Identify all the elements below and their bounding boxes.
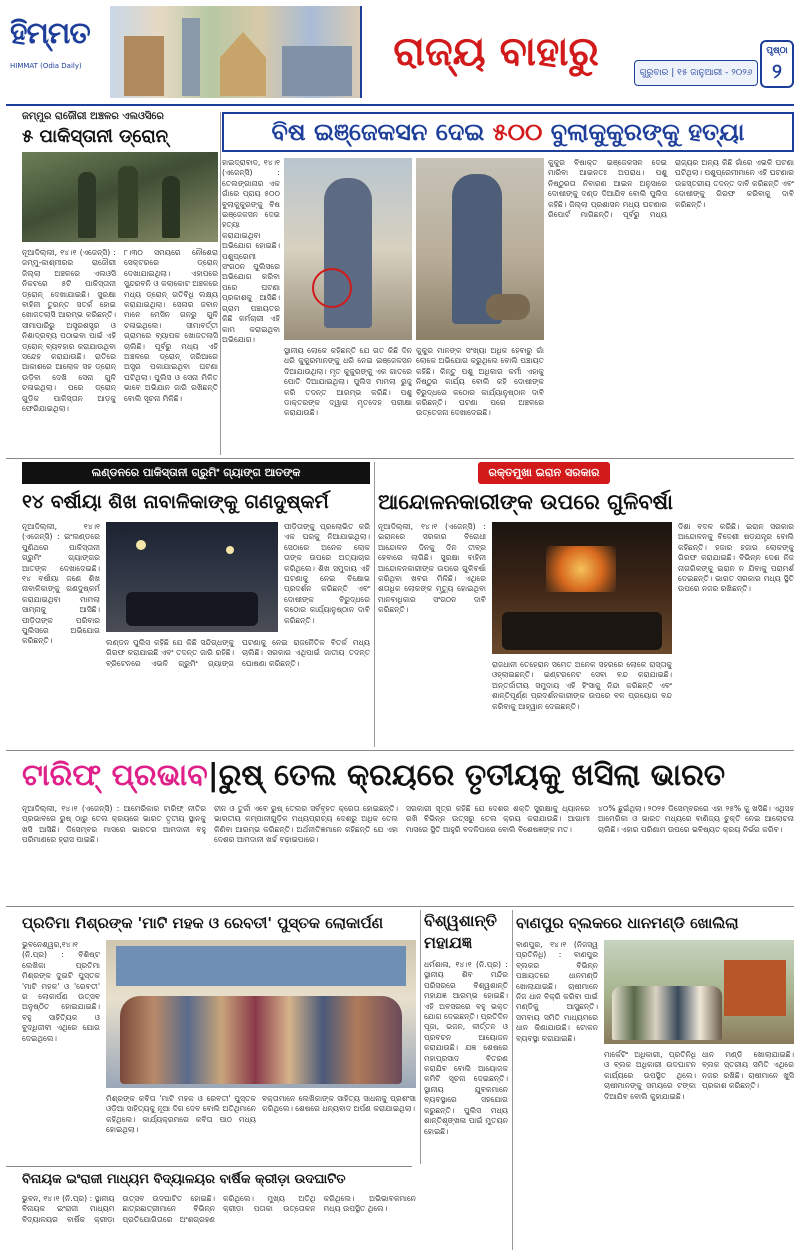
story5-headline: ରୁଷ୍ ତେଲ କ୍ରୟରେ ତୃତୀୟକୁ ଖସିଲା ଭାରତ [218, 758, 726, 793]
story3-body-b: ପୀଡ଼ିତାଙ୍କୁ ପ୍ରଲୋଭିତ କରି ଏକ ଘରକୁ ନିଆଯାଇଥିଲା। ସେଠାରେ ଅନେକ ଲୋକ ତାଙ୍କ ଉପରେ ଅତ୍ୟାଚାର କରିଥିଲେ। ଶିଖ ସମୁଦାୟ ଏହି ଘଟଣାକୁ ନେଇ ବିକ୍ଷୋଭ ପ୍ରଦର୍ଶନ କରିଛନ୍ତି ଏବଂ ଦୋଷୀଙ୍କ ବିରୁଦ୍ଧରେ କଠୋର କାର୍ଯ୍ୟାନୁଷ୍ଠାନ ଦାବି କରିଛନ୍ତି। [284, 522, 370, 625]
story3-kicker-bar [22, 462, 370, 484]
story5-body-c: ସରକାରୀ ସୂତ୍ର କହିଛି ଯେ ଦେଶର ଶକ୍ତି ସୁରକ୍ଷାକୁ ଧ୍ୟାନରେ ରଖି ବିଭିନ୍ନ ଉତ୍ସରୁ ତେଲ କ୍ରୟ କରାଯାଉଛି। ଆଗାମୀ ମାସରେ ସ୍ଥିତି ଆହୁରି ବଦଳିପାରେ ବୋଲି ବିଶେଷଜ୍ଞଙ୍କ ମତ। [406, 804, 590, 834]
story8 [516, 910, 794, 1250]
story4-photo-protest [492, 522, 672, 654]
highlight-circle-icon [312, 268, 352, 308]
section-title-box [360, 6, 630, 98]
street-light-icon [226, 546, 234, 554]
soldier-figure-icon [162, 176, 180, 238]
story2-body-a: ହାଇଦ୍ରାବାଦ, ୧୪।୧ (ଏଜେନ୍ସି) : ତେଲଙ୍ଗାନାର ଏକ ଗାଁରେ ପ୍ରାୟ ୫୦୦ ବୁଲାକୁକୁରଙ୍କୁ ବିଷ ଇଞ୍ଜେକସନ ଦେଇ ହତ୍ୟା କରାଯାଇଥିବା ଅଭିଯୋଗ ହୋଇଛି। ପଶୁପ୍ରେମୀ ସଂଗଠନ ପୁଲିସରେ ଅଭିଯୋଗ କରିବା ପରେ ଘଟଣା ପ୍ରକାଶକୁ ଆସିଛି। ଗ୍ରାମ ପଞ୍ଚାୟତର କିଛି କର୍ମଚାରୀ ଏହି କାମ କରାଇଥିବା ଅଭିଯୋଗ। [222, 158, 280, 344]
story6-body-c: ବକ୍ତାମାନେ ଲେଖିକାଙ୍କ ସାହିତ୍ୟ ସାଧନାକୁ ପ୍ରଶଂସା କରିଥିଲେ। ଶେଷରେ ଧନ୍ୟବାଦ ଅର୍ପଣ କରାଯାଇଥିଲା। [262, 1094, 416, 1114]
story4-kicker: ରକ୍ତମୁଖା ଇରାନ ସରକାର [488, 466, 600, 479]
crowd-icon [502, 612, 662, 650]
story3-headline: ୧୪ ବର୍ଷୀୟା ଶିଖ ନାବାଳିକାଙ୍କୁ ଗଣଦୁଷ୍କର୍ମ [22, 491, 329, 513]
story4-kicker-badge [478, 462, 610, 484]
column-divider [374, 462, 375, 747]
story5-separator: | [207, 758, 219, 793]
story8-body-a: ବାଣପୁର, ୧୪।୧ (ନିଜସ୍ୱ ପ୍ରତିନିଧି) : ବାଣପୁର ବ୍ଲକର ବିଭିନ୍ନ ପଞ୍ଚାୟତରେ ଧାନମଣ୍ଡି ଖୋଲାଯାଇଛି। ଚାଷୀମାନେ ନିଜ ଧାନ ବିକ୍ରି କରିବା ପାଇଁ ମଣ୍ଡିକୁ ଆସୁଛନ୍ତି। ସମବାୟ ସମିତି ମାଧ୍ୟମରେ ଧାନ କିଣାଯାଉଛି। ଟୋକନ ବ୍ୟବସ୍ଥା କରାଯାଇଛି। [516, 940, 598, 1043]
issue-date: ଗୁରୁବାର | ୧୫ ଜାନୁଆରୀ - ୨୦୨୬ [639, 68, 753, 78]
story8-body-b: ମାର୍କେଟିଂ ଅଧିକାରୀ, ପ୍ରତିନିଧି ଓ ବ୍ଲକ ଅଧିକାରୀ ଉଦଘାଟନ କାର୍ଯ୍ୟରେ ଉପସ୍ଥିତ ଥିଲେ। ଚାଷୀମାନଙ୍କୁ ସମୟରେ ଟଙ୍କା ଦିଆଯିବ ବୋଲି କୁହାଯାଇଛି। [604, 1050, 696, 1101]
story7-body: ଧର୍ମଶାଳା, ୧୪।୧ (ନି.ପ୍ର) : ସ୍ଥାନୀୟ ଶିବ ମନ୍ଦିର ପରିସରରେ ବିଶ୍ୱଶାନ୍ତି ମହାଯଜ୍ଞ ଆରମ୍ଭ ହୋଇଛି। ଏହି ଅବସରରେ ବହୁ ଭକ୍ତ ଯୋଗ ଦେଇଛନ୍ତି। ପ୍ରତିଦିନ ପୂଜା, ଭଜନ, କୀର୍ତ୍ତନ ଓ ପ୍ରବଚନ ଆୟୋଜନ କରାଯାଉଛି। ଯଜ୍ଞ ଶେଷରେ ମହାପ୍ରସାଦ ବିତରଣ କରାଯିବ ବୋଲି ଆୟୋଜକ କମିଟି ସୂଚନା ଦେଇଛନ୍ତି। ସ୍ଥାନୀୟ ଯୁବକମାନେ ବ୍ୟବସ୍ଥାରେ ସହଯୋଗ କରୁଛନ୍ତି। ପୁଲିସ ମଧ୍ୟ ଶାନ୍ତିଶୃଙ୍ଖଳା ପାଇଁ ମୁତୟନ ହୋଇଛି। [424, 960, 508, 1136]
story6-body-a: ଭୁବନେଶ୍ୱର,୧୪।୧ (ନି.ପ୍ର) : ବିଶିଷ୍ଟ ଲେଖିକା ପ୍ରତିମା ମିଶ୍ରଙ୍କ ଦୁଇଟି ପୁସ୍ତକ 'ମାଟି ମହକ' ଓ 'ରେବତୀ' ର ଲୋକାର୍ପଣ ଉତ୍ସବ ଅନୁଷ୍ଠିତ ହୋଇଯାଇଛି। ବହୁ ସାହିତ୍ୟିକ ଓ ବୁଦ୍ଧିଜୀବୀ ଏଥିରେ ଯୋଗ ଦେଇଥିଲେ। [22, 940, 100, 1043]
collage-building-icon [124, 36, 164, 96]
collage-tower-icon [182, 18, 200, 96]
street-light-icon [136, 540, 146, 550]
story7 [424, 910, 508, 1250]
story1-body-right: ୮।୩୦ ସମୟରେ ନୌଶେରା ସେକ୍ଟରରେ ଡ୍ରୋନ୍ ଦେଖାଯାଇଥିଲା। ଏହାପରେ ସୁନ୍ଦରବନି ଓ କଲାକୋଟ ଅଞ୍ଚଳରେ ମଧ୍ୟ ଡ୍ରୋନ୍ ଗତିବିଧି ଲକ୍ଷ୍ୟ କରାଯାଇଥିଲା। ସେନାର ଜବାନ ମାନେ ମେସିନ ଗନରୁ ଗୁଳି ଚଳାଇଥିଲେ। ସୀମାବର୍ତ୍ତୀ ଗ୍ରାମରେ ବ୍ୟାପକ ଖୋଜତଲାସି ଚାଲିଛି। ପୂର୍ବରୁ ମଧ୍ୟ ଏହି ଅଞ୍ଚଳରେ ଡ୍ରୋନ୍ ଜରିଆରେ ଅସ୍ତ୍ର ପକାଯାଇଥିବା ଘଟଣା ଘଟିଥିଲା। ପୁଲିସ ଓ ସେନା ମିଳିତ ଭାବେ ଅଭିଯାନ ଜାରି ରଖିଛନ୍ତି ବୋଲି ସୂଚନା ମିଳିଛି। [124, 248, 218, 403]
column-divider [512, 910, 513, 1250]
section-title: ରାଜ୍ୟ ବାହାରୁ [393, 29, 599, 75]
story5-body-a: ନୂଆଦିଲ୍ଲୀ, ୧୪।୧ (ଏଜେନ୍ସି) : ଆମେରିକାର ଟାରିଫ୍ ନୀତିର ପ୍ରଭାବରେ ରୁଷ୍ ଠାରୁ ତେଲ କ୍ରୟରେ ଭାରତ ତୃତୀୟ ସ୍ଥାନକୁ ଖସି ଆସିଛି। ଡିସେମ୍ବର ମାସରେ ଭାରତର ଆମଦାନୀ ବହୁ ପରିମାଣରେ ହ୍ରାସ ପାଇଛି। [22, 804, 206, 845]
logo-text: ହିମ୍ମତ [10, 16, 90, 51]
story5-body-b: ଚୀନ ଓ ତୁର୍କୀ ଏବେ ରୁଷ୍ ତେଲର ସର୍ବବୃହତ କ୍ରେତା ହୋଇଛନ୍ତି। ଭାରତୀୟ କମ୍ପାନୀଗୁଡ଼ିକ ମଧ୍ୟପ୍ରାଚ୍ୟ ଦେଶରୁ ଅଧିକ ତେଲ କିଣିବା ଆରମ୍ଭ କରିଛନ୍ତି। ଅର୍ଥନୀତିଜ୍ଞମାନେ କହିଛନ୍ତି ଯେ ଏହା ଦେଶର ଆମଦାନୀ ଖର୍ଚ୍ଚ ବଢ଼ାଇପାରେ। [214, 804, 398, 845]
story1-headline: ୫ ପାକିସ୍ତାନୀ ଡ୍ରୋନ୍ [22, 126, 169, 147]
story3-body-a: ନୂଆଦିଲ୍ଲୀ, ୧୪।୧ (ଏଜେନ୍ସି) : ଇଂଲଣ୍ଡରେ ପୁଣିଥରେ ପାକିସ୍ତାନୀ ଗ୍ରୁମିଂ ଗ୍ୟାଙ୍ଗର ଆତଙ୍କ ଦେଖାଦେଇଛି। ୧୪ ବର୍ଷୀୟା ଜଣେ ଶିଖ ନାବାଳିକାଙ୍କୁ ଗଣଦୁଷ୍କର୍ମ କରାଯାଇଥିବା ମାମଲା ସାମ୍ନାକୁ ଆସିଛି। ପୀଡ଼ିତାଙ୍କ ପରିବାର ପୁଲିସରେ ଅଭିଯୋଗ କରିଛନ୍ତି। [22, 522, 100, 646]
page-label: ପୃଷ୍ଠା [766, 46, 788, 56]
story1-kicker: ଜମ୍ମୁର ରାଜୌରୀ ଅଞ୍ଚଳର ଏଲଓସିରେ [22, 111, 164, 122]
story4-body-b: ରାଜଧାନୀ ତେହେରାନ ସମେତ ଅନେକ ସହରରେ ଲୋକେ ରାସ୍ତାକୁ ଓହ୍ଲାଇଛନ୍ତି। ଇଣ୍ଟରନେଟ ସେବା ବନ୍ଦ କରାଯାଇଛି। ଅନ୍ତର୍ଜାତୀୟ ସମୁଦାୟ ଏହି ହିଂସାକୁ ନିନ୍ଦା କରିଛନ୍ତି ଏବଂ ଶାନ୍ତିପୂର୍ଣ୍ଣ ପ୍ରଦର୍ଶନକାରୀଙ୍କ ଉପରେ ବଳ ପ୍ରୟୋଗ ବନ୍ଦ କରିବାକୁ ଆହ୍ୱାନ ଦେଇଛନ୍ତି। [492, 660, 672, 711]
dog-figure-icon [486, 294, 530, 320]
row-divider [6, 906, 794, 907]
page-number: ୨ [772, 59, 782, 83]
story6 [22, 910, 416, 1164]
masthead-collage [110, 6, 360, 98]
story4 [378, 462, 794, 747]
row-divider [6, 458, 794, 459]
story2-body-b: ସ୍ଥାନୀୟ ଲୋକେ କହିଛନ୍ତି ଯେ ଗତ କିଛି ଦିନ ଧରି କୁକୁରମାନଙ୍କୁ ଧରି ନେଇ ଇଞ୍ଜେକସନ ଦିଆଯାଉଥିଲା। ମୃତ କୁକୁରଙ୍କୁ ଏକ ଗାତରେ ପୋତି ଦିଆଯାଇଥିଲା। ପୁଲିସ ମାମଲା ରୁଜୁ କରି ତଦନ୍ତ ଆରମ୍ଭ କରିଛି। ପଶୁ ଡାକ୍ତରଙ୍କ ଦ୍ୱାରା ମୃତଦେହ ପରୀକ୍ଷା କରାଯାଉଛି। [284, 346, 412, 418]
story2-headline-number: ୫୦୦ [492, 118, 543, 146]
story3-kicker: ଲଣ୍ଡନରେ ପାକିସ୍ତାନୀ ଗ୍ରୁମିଂ ଗ୍ୟାଙ୍ଗ ଆତଙ୍କ [91, 466, 301, 479]
story2-headline-box [222, 112, 794, 152]
column-divider [220, 112, 221, 455]
logo-subtext: HIMMAT (Odia Daily) [10, 62, 82, 70]
banner-icon [116, 946, 406, 986]
story2-photo-2 [416, 158, 544, 340]
story6-body-b: ମିଶ୍ରଙ୍କ କବିତା 'ମାଟି ମହକ ଓ ରେବତୀ' ପୁସ୍ତକ ଓଡ଼ିଆ ସାହିତ୍ୟକୁ ନୂଆ ଦିଗ ଦେବ ବୋଲି ଅତିଥିମାନେ କହିଥିଲେ। କାର୍ଯ୍ୟକ୍ରମରେ କବିତା ପାଠ ମଧ୍ୟ ହୋଇଥିଲା। [106, 1094, 256, 1135]
story2-body-d: କୁକୁର ବିଷାକ୍ତ ଇଞ୍ଜେକସନ ଦେଇ ମାରିବା ଆଇନତଃ ଅପରାଧ। ପଶୁ ନିଷ୍ଠୁରତା ନିବାରଣ ଆଇନ ଅନୁସାରେ ଦୋଷୀଙ୍କୁ ଦଣ୍ଡ ଦିଆଯିବ ବୋଲି ପୁଲିସ କହିଛି। ଜିଲ୍ଲା ପ୍ରଶାସନ ମଧ୍ୟ ଘଟଣାର ରିପୋର୍ଟ ମାଗିଛନ୍ତି। ପୂର୍ବରୁ ମଧ୍ୟ ରାଜ୍ୟର ଅନ୍ୟ କିଛି ଗାଁରେ ଏଭଳି ଘଟଣା ଘଟିଥିଲା। ପଶୁପ୍ରେମୀମାନେ ଏହି ଘଟଣାର ଉଚ୍ଚସ୍ତରୀୟ ତଦନ୍ତ ଦାବି କରିଛନ୍ତି ଏବଂ ଦୋଷୀଙ୍କୁ ଗିରଫ କରିବାକୁ ଦାବି କରିଛନ୍ତି। [548, 158, 794, 220]
story1-body-left: ନୂଆଦିଲ୍ଲୀ, ୧୪।୧ (ଏଜେନ୍ସି) : ଜମ୍ମୁ-କାଶ୍ମୀରର ରାଜୌରୀ ଜିଲ୍ଲା ଅଞ୍ଚଳରେ ଏଲଓସି ନିକଟରେ ୫ଟି ପାକିସ୍ତାନୀ ଡ୍ରୋନ୍ ଦେଖାଯାଇଛି। ସୁରକ୍ଷା ବାହିନୀ ତୁରନ୍ତ ସତର୍କ ହୋଇ ଖୋଜତଲାସି ଆରମ୍ଭ କରିଛନ୍ତି। ସୀମାପାରିରୁ ଅସ୍ତ୍ରଶସ୍ତ୍ର ଓ ନିଶାଦ୍ରବ୍ୟ ପଠାଇବା ପାଇଁ ଏହି ଡ୍ରୋନ୍ ବ୍ୟବହାର କରାଯାଉଥିବା ସନ୍ଦେହ କରାଯାଉଛି। ରାତିରେ ଆକାଶରେ ଆଲୋକ ସହ ଡ୍ରୋନ୍ ଉଡ଼ିବା ଦେଖି ସେନା ଗୁଳି ଚଳାଇଥିଲା। ପରେ ଡ୍ରୋନ୍ ଗୁଡ଼ିକ ପାକିସ୍ତାନ ଆଡ଼କୁ ଫେରିଯାଇଥିଲା। [22, 248, 116, 414]
page-number-badge [760, 40, 794, 88]
fire-glow-icon [546, 546, 616, 592]
story5-headline-row [22, 754, 794, 798]
story5 [22, 754, 794, 904]
story2-headline-part1: ବିଷ ଇଞ୍ଜେକସନ ଦେଇ [271, 118, 493, 146]
story2 [222, 110, 794, 455]
story2-photo-1 [284, 158, 412, 340]
people-row-icon [120, 996, 402, 1084]
soldier-figure-icon [78, 172, 96, 238]
people-row-icon [612, 986, 722, 1040]
story7-headline: ବିଶ୍ୱଶାନ୍ତି ମହାଯଜ୍ଞ [424, 911, 497, 952]
date-box [634, 60, 758, 86]
story8-headline: ବାଣପୁର ବ୍ଲକରେ ଧାନମଣ୍ଡି ଖୋଲିଲା [516, 914, 739, 932]
story2-headline-part2: ବୁଲାକୁକୁରଙ୍କୁ ହତ୍ୟା [542, 118, 745, 146]
story1-photo-soldiers [22, 152, 218, 242]
soldier-figure-icon [118, 166, 138, 238]
story9 [22, 1170, 416, 1252]
story4-body-a: ନୂଆଦିଲ୍ଲୀ, ୧୪।୧ (ଏଜେନ୍ସି) : ଇରାନରେ ସରକାର ବିରୋଧୀ ଆନ୍ଦୋଳନ ଦିନକୁ ଦିନ ତୀବ୍ର ହେବାରେ ଲାଗିଛି। ସୁରକ୍ଷା ବାହିନୀ ଆନ୍ଦୋଳନକାରୀଙ୍କ ଉପରେ ଗୁଳିବର୍ଷା କରିଥିବା ଖବର ମିଳିଛି। ଏଥିରେ ଶତାଧିକ ଲୋକଙ୍କ ମୃତ୍ୟୁ ହୋଇଥିବା ମାନବାଧିକାର ସଂଗଠନ ଦାବି କରିଛନ୍ତି। [378, 522, 486, 615]
story9-body: ଭୁବନ, ୧୪।୧ (ନି.ପ୍ର) : ସ୍ଥାନୀୟ ବିନାୟକ ଇଂରାଜୀ ମାଧ୍ୟମ ବିଦ୍ୟାଳୟର ବାର୍ଷିକ କ୍ରୀଡ଼ା ଉତ୍ସବ ଉଦଘାଟିତ ହୋଇଛି। ଛାତ୍ରଛାତ୍ରୀମାନେ ବିଭିନ୍ନ ପ୍ରତିଯୋଗିତାରେ ଅଂଶଗ୍ରହଣ କରିଥିଲେ। ମୁଖ୍ୟ ଅତିଥି କ୍ରୀଡ଼ା ପତାକା ଉତ୍ତୋଳନ କରିଥିଲେ। ଅଭିଭାବକମାନେ ମଧ୍ୟ ଉପସ୍ଥିତ ଥିଲେ। [22, 1194, 416, 1224]
story3 [22, 462, 370, 747]
collage-skyline-icon [282, 46, 352, 96]
masthead-logo [10, 6, 110, 98]
row-divider [6, 750, 794, 751]
story6-headline: ପ୍ରତିମା ମିଶ୍ରଙ୍କ 'ମାଟି ମହକ ଓ ରେବତୀ' ପୁସ୍ତକ ଲୋକାର୍ପଣ [22, 914, 384, 932]
story9-headline: ବିନାୟକ ଇଂରାଜୀ ମାଧ୍ୟମ ବିଦ୍ୟାଳୟର ବାର୍ଷିକ କ୍ରୀଡ଼ା ଉଦଘାଟିତ [22, 1172, 346, 1187]
story3-body-c: ଲଣ୍ଡନ ପୁଲିସ କହିଛି ଯେ କିଛି ସନ୍ଦିଗ୍ଧଙ୍କୁ ଗିରଫ କରାଯାଇଛି ଏବଂ ତଦନ୍ତ ଜାରି ରହିଛି। ବ୍ରିଟେନରେ ଏଭଳି ଗ୍ରୁମିଂ ଗ୍ୟାଙ୍ଗ ଘଟଣାକୁ ନେଇ ରାଜନୈତିକ ବିତର୍କ ମଧ୍ୟ ଚାଲିଛି। ସରକାର ଏଥିପାଇଁ ଜାତୀୟ ତଦନ୍ତ ଘୋଷଣା କରିଛନ୍ତି। [106, 638, 370, 668]
crowd-icon [126, 592, 258, 626]
column-divider [420, 910, 421, 1164]
story1 [22, 110, 218, 455]
story5-body-d: ୪୦% ଛୁଇଁଥିଲା। ୨୦୨୫ ଡିସେମ୍ବରରେ ଏହା ୨୫% କୁ ଖସିଛି। ଏଥିସହ ଆମେରିକା ଓ ଭାରତ ମଧ୍ୟରେ ବାଣିଜ୍ୟ ଚୁକ୍ତି ନେଇ ଆଲୋଚନା ଚାଲିଛି। ଏହାର ପରିଣାମ ଉପରେ ଭବିଷ୍ୟତ କ୍ରୟ ନିର୍ଭର କରିବ। [598, 804, 794, 834]
masthead-right [630, 6, 796, 98]
truck-icon [724, 960, 786, 1016]
story6-photo-event [106, 940, 416, 1088]
story4-headline: ଆନ୍ଦୋଳନକାରୀଙ୍କ ଉପରେ ଗୁଳିବର୍ଷା [378, 490, 673, 514]
masthead-divider [6, 104, 794, 106]
story4-body-c: ଦିଶା ବଦଳ କରିଛି। ଇରାନ ସରକାର ଆନ୍ଦୋଳନକୁ ବିଦେଶୀ ଷଡ଼ଯନ୍ତ୍ର ବୋଲି କହିଛନ୍ତି। ହଜାର ହଜାର ଲୋକଙ୍କୁ ଗିରଫ କରାଯାଇଛି। ବିଭିନ୍ନ ଦେଶ ନିଜ ନାଗରିକଙ୍କୁ ଇରାନ ନ ଯିବାକୁ ପରାମର୍ଶ ଦେଇଛନ୍ତି। ଭାରତ ସରକାର ମଧ୍ୟ ସ୍ଥିତି ଉପରେ ନଜର ରଖିଛନ୍ତି। [678, 522, 794, 594]
story2-body-c: କୁକୁର ମାନଙ୍କ ସଂଖ୍ୟା ଅଧିକ ହେବାରୁ ଗାଁ ଲୋକେ ଅଭିଯୋଗ କରୁଥିଲେ ବୋଲି ପଞ୍ଚାୟତ କହିଛି। କିନ୍ତୁ ପଶୁ ଅଧିକାର କର୍ମୀ ଏହାକୁ ନିଷ୍ଠୁର କାର୍ଯ୍ୟ ବୋଲି କହି ଦୋଷୀଙ୍କ ବିରୁଦ୍ଧରେ କଠୋର କାର୍ଯ୍ୟାନୁଷ୍ଠାନ ଦାବି କରିଛନ୍ତି। ଘଟଣା ପରେ ଅଞ୍ଚଳରେ ଉତ୍ତେଜନା ଦେଖାଦେଇଛି। [416, 346, 544, 418]
row-divider [6, 1166, 412, 1167]
collage-temple-icon [220, 32, 266, 96]
story8-photo-market [604, 940, 794, 1044]
masthead [0, 0, 800, 104]
story2-headline [224, 114, 792, 150]
story8-body-c: ଧାନ ମଣ୍ଡି ଖୋଲାଯାଇଛି। ବ୍ଲକ ସ୍ତରୀୟ ସମିତି ଏଥିରେ ନଜର ରଖିଛି। ଚାଷୀମାନେ ଖୁସି ପ୍ରକାଶ କରିଛନ୍ତି। [702, 1050, 794, 1091]
story3-photo-street [106, 522, 278, 632]
story5-label: ଟାରିଫ୍ ପ୍ରଭାବ [22, 758, 208, 793]
